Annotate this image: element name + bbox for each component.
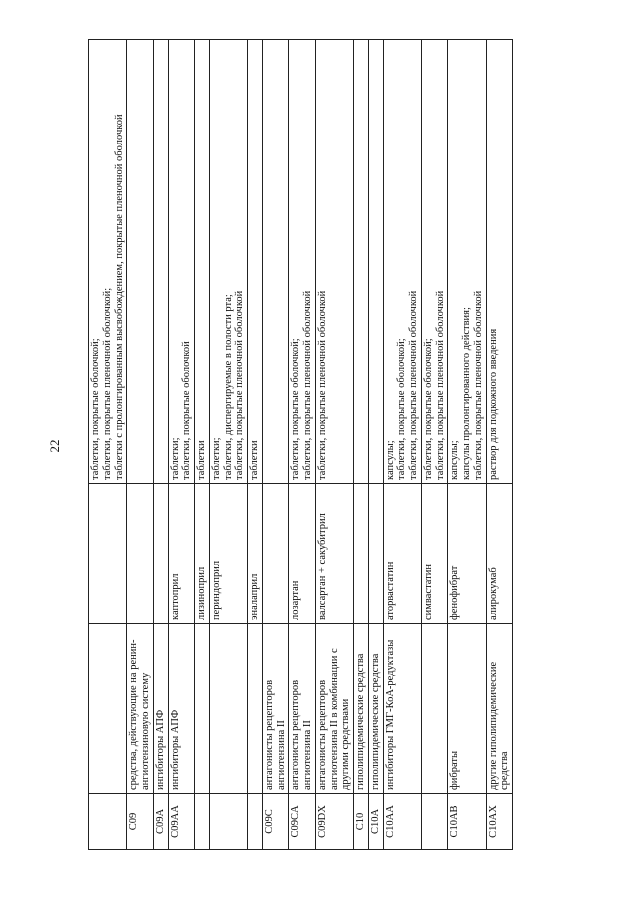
drug-table-body xyxy=(89,40,513,850)
table-row xyxy=(153,40,168,850)
drug-name-cell xyxy=(127,484,154,624)
table-row xyxy=(289,40,316,850)
dosage-form: таблетки, покрытые оболочкой; xyxy=(422,338,434,480)
atc-code-cell: C09AA xyxy=(168,794,195,850)
dosage-form: таблетки; xyxy=(169,437,181,480)
dosage-form: капсулы пролонгированного действия; xyxy=(461,307,472,480)
dosage-form: таблетки, диспергируемые в полости рта; xyxy=(222,294,234,480)
dosage-forms-cell xyxy=(248,40,263,484)
group-name-cell: антагонисты рецепторов ангиотензина II xyxy=(289,624,316,794)
dosage-form: таблетки; xyxy=(210,437,222,480)
atc-code-cell xyxy=(248,794,263,850)
group-name-cell: гиполипидемические средства xyxy=(354,624,369,794)
drug-name-cell xyxy=(354,484,369,624)
table-row xyxy=(383,40,421,850)
atc-code-cell: C10AB xyxy=(448,794,486,850)
group-name-cell: ингибиторы ГМГ-КоА-редуктазы xyxy=(383,624,421,794)
atc-code-cell xyxy=(421,794,448,850)
dosage-form: таблетки, покрытые пленочной оболочкой xyxy=(316,290,328,480)
dosage-form: таблетки, покрытые оболочкой; xyxy=(290,338,302,480)
table-row xyxy=(448,40,486,850)
table-row xyxy=(168,40,195,850)
drug-name-cell xyxy=(153,484,168,624)
dosage-forms-cell xyxy=(289,40,316,484)
atc-code-cell xyxy=(89,794,127,850)
drug-name-cell: симвастатин xyxy=(421,484,448,624)
group-name-cell: другие гиполипидемические средства xyxy=(486,624,513,794)
dosage-forms-cell xyxy=(127,40,154,484)
atc-code-cell: C09CA xyxy=(289,794,316,850)
atc-code-cell: C10A xyxy=(368,794,383,850)
table-row xyxy=(127,40,154,850)
drug-name-cell: периндоприл xyxy=(209,484,247,624)
dosage-form: таблетки, покрытые пленочной оболочкой xyxy=(472,290,484,480)
dosage-form: таблетки, покрытые оболочкой xyxy=(181,341,193,480)
drug-name-cell: эналаприл xyxy=(248,484,263,624)
dosage-form: таблетки, покрытые оболочкой; xyxy=(396,338,408,480)
dosage-forms-cell xyxy=(315,40,353,484)
group-name-cell: антагонисты рецепторов ангиотензина II xyxy=(262,624,289,794)
group-name-cell: гиполипидемические средства xyxy=(368,624,383,794)
atc-code-cell xyxy=(209,794,247,850)
dosage-forms-cell xyxy=(168,40,195,484)
dosage-forms-cell xyxy=(89,40,127,484)
atc-code-cell: C09C xyxy=(262,794,289,850)
group-name-cell: антагонисты рецепторов ангиотензина II в комбинации с другими средствами xyxy=(315,624,353,794)
table-row xyxy=(89,40,127,850)
drug-name-cell xyxy=(368,484,383,624)
page-number: 22 xyxy=(47,439,62,453)
dosage-form: раствор для подкожного введения xyxy=(487,328,499,480)
drug-name-cell: фенофибрат xyxy=(448,484,486,624)
drug-name-cell: валсартан + сакубитрил xyxy=(315,484,353,624)
dosage-form: таблетки, покрытые пленочной оболочкой xyxy=(408,290,419,480)
group-name-cell xyxy=(209,624,247,794)
table-row xyxy=(486,40,513,850)
atc-code-cell: C09 xyxy=(127,794,154,850)
table-row xyxy=(421,40,448,850)
drug-table-rotated xyxy=(88,40,572,850)
drug-name-cell xyxy=(89,484,127,624)
dosage-forms-cell xyxy=(153,40,168,484)
atc-code-cell xyxy=(195,794,210,850)
drug-name-cell: алирокумаб xyxy=(486,484,513,624)
group-name-cell: фибраты xyxy=(448,624,486,794)
atc-code-cell: C09A xyxy=(153,794,168,850)
drug-name-cell: аторвастатин xyxy=(383,484,421,624)
atc-code-cell: C09DX xyxy=(315,794,353,850)
dosage-forms-cell xyxy=(262,40,289,484)
drug-table xyxy=(88,39,513,850)
drug-name-cell: лозартан xyxy=(289,484,316,624)
dosage-form: капсулы; xyxy=(384,440,396,480)
group-name-cell xyxy=(421,624,448,794)
dosage-forms-cell xyxy=(354,40,369,484)
dosage-form: капсулы; xyxy=(449,440,461,480)
drug-name-cell: лизиноприл xyxy=(195,484,210,624)
atc-code-cell: C10AA xyxy=(383,794,421,850)
drug-name-cell xyxy=(262,484,289,624)
table-row xyxy=(354,40,369,850)
dosage-form: таблетки, покрытые оболочкой; xyxy=(90,338,101,480)
dosage-forms-cell xyxy=(209,40,247,484)
atc-code-cell: C10AX xyxy=(486,794,513,850)
dosage-forms-cell xyxy=(421,40,448,484)
group-name-cell xyxy=(195,624,210,794)
group-name-cell: средства, действующие на ренин-ангиотензиновую систему xyxy=(127,624,154,794)
atc-code-cell: C10 xyxy=(354,794,369,850)
table-row xyxy=(248,40,263,850)
dosage-form: таблетки с пролонгированным высвобождением, покрытые пленочной оболочкой xyxy=(113,114,125,480)
table-row xyxy=(195,40,210,850)
drug-name-cell: каптоприл xyxy=(168,484,195,624)
dosage-form: таблетки xyxy=(196,440,207,480)
dosage-forms-cell xyxy=(383,40,421,484)
table-row xyxy=(209,40,247,850)
dosage-forms-cell xyxy=(195,40,210,484)
dosage-form: таблетки, покрытые пленочной оболочкой; xyxy=(101,287,113,480)
table-row xyxy=(262,40,289,850)
group-name-cell xyxy=(89,624,127,794)
table-row xyxy=(315,40,353,850)
table-row xyxy=(368,40,383,850)
dosage-forms-cell xyxy=(368,40,383,484)
dosage-forms-cell xyxy=(486,40,513,484)
dosage-form: таблетки, покрытые пленочной оболочкой xyxy=(302,290,313,480)
group-name-cell xyxy=(248,624,263,794)
dosage-form: таблетки, покрытые пленочной оболочкой xyxy=(234,290,246,480)
dosage-form: таблетки xyxy=(249,440,260,480)
group-name-cell: ингибиторы АПФ xyxy=(168,624,195,794)
group-name-cell: ингибиторы АПФ xyxy=(153,624,168,794)
dosage-form: таблетки, покрытые пленочной оболочкой xyxy=(434,290,446,480)
dosage-forms-cell xyxy=(448,40,486,484)
